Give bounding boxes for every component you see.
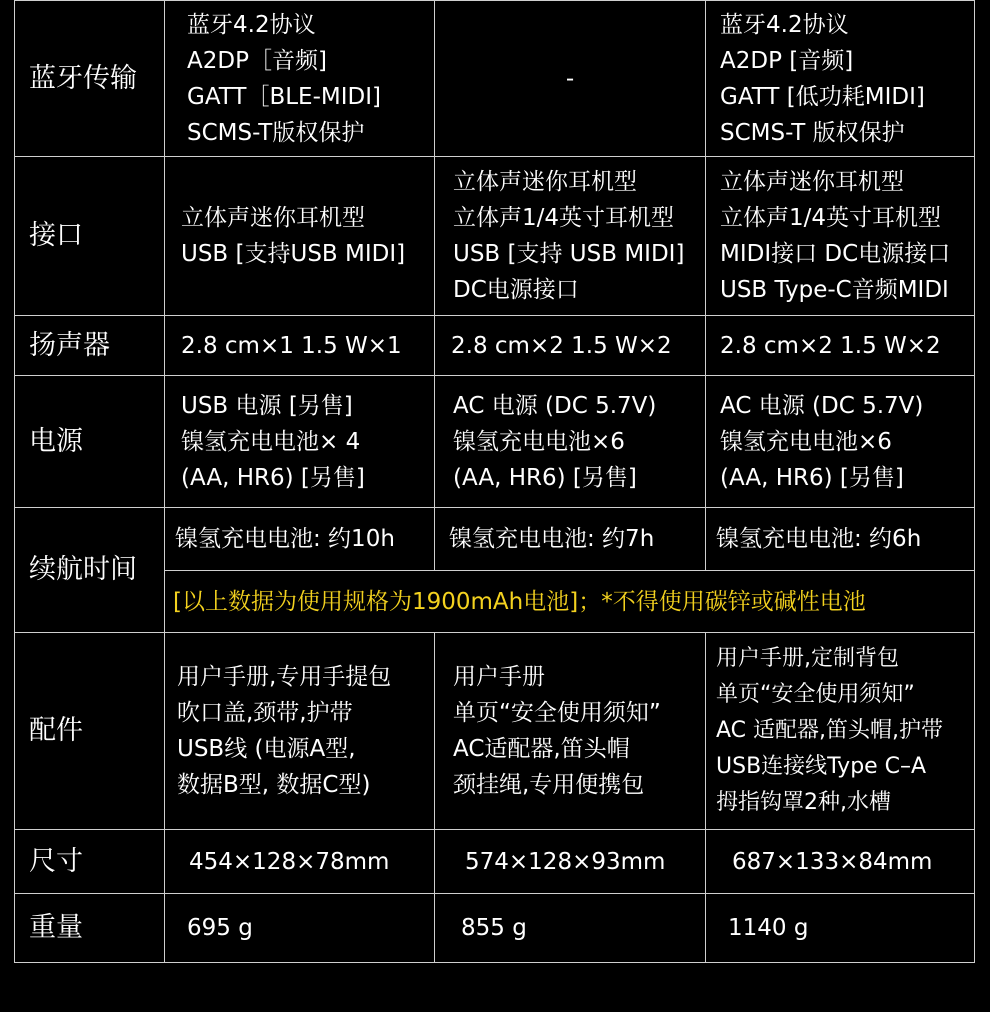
- power-model-1: [165, 376, 435, 508]
- interface-model-2-line: USB [支持 USB MIDI]: [453, 241, 685, 267]
- accessories-model-3-line: AC 适配器,笛头帽,护带: [716, 718, 944, 743]
- accessories-model-3-line: 单页“安全使用须知”: [716, 682, 915, 707]
- power-model-2-line: AC 电源 (DC 5.7V): [453, 392, 657, 419]
- speaker-model-3: 2.8 cm×2 1.5 W×2: [706, 316, 975, 376]
- accessories-model-3-line: USB连接线Type C–A: [716, 754, 927, 779]
- bluetooth-model-1-line: A2DP［音频]: [187, 47, 327, 74]
- bluetooth-model-3-line: SCMS-T 版权保护: [720, 119, 905, 146]
- accessories-model-3-line: 拇指钩罩2种,水槽: [716, 790, 891, 815]
- accessories-model-1-line: 用户手册,专用手提包: [177, 664, 392, 690]
- interface-model-3-line: MIDI接口 DC电源接口: [720, 241, 951, 267]
- power-model-1-line: 镍氢充电电池× 4: [181, 428, 361, 455]
- accessories-model-1: [165, 633, 435, 830]
- row-label-battery-life: 续航时间: [15, 508, 165, 633]
- power-model-3-line: AC 电源 (DC 5.7V): [720, 392, 924, 419]
- bluetooth-model-2-dash: -: [565, 65, 575, 92]
- interface-model-3: [706, 157, 975, 316]
- power-model-2-line: 镍氢充电电池×6: [453, 428, 625, 455]
- bluetooth-model-2: [435, 1, 706, 157]
- power-model-3-line: 镍氢充电电池×6: [720, 428, 892, 455]
- row-label-speaker: 扬声器: [15, 316, 165, 376]
- interface-model-1-line: 立体声迷你耳机型: [181, 205, 365, 231]
- size-model-1: 454×128×78mm: [165, 830, 435, 894]
- interface-model-2-line: DC电源接口: [453, 277, 579, 303]
- size-model-2: 574×128×93mm: [435, 830, 706, 894]
- interface-model-3-line: 立体声1/4英寸耳机型: [720, 205, 942, 231]
- power-model-2: [435, 376, 706, 508]
- accessories-model-3-line: 用户手册,定制背包: [716, 646, 899, 671]
- row-label-interface: 接口: [15, 157, 165, 316]
- interface-model-2-line: 立体声迷你耳机型: [453, 169, 637, 195]
- interface-model-2-line: 立体声1/4英寸耳机型: [453, 205, 675, 231]
- row-label-accessories: 配件: [15, 633, 165, 830]
- power-model-3-line: (AA, HR6) [另售]: [720, 464, 904, 491]
- speaker-model-1: 2.8 cm×1 1.5 W×1: [165, 316, 435, 376]
- accessories-model-2: [435, 633, 706, 830]
- interface-model-1-line: USB [支持USB MIDI]: [181, 241, 406, 267]
- accessories-model-1-line: 吹口盖,颈带,护带: [177, 700, 353, 726]
- accessories-model-2-line: 颈挂绳,专用便携包: [453, 772, 645, 798]
- interface-model-1: [165, 157, 435, 316]
- accessories-model-2-line: AC适配器,笛头帽: [453, 736, 630, 762]
- power-model-3: [706, 376, 975, 508]
- spec-table: [14, 0, 975, 963]
- bluetooth-model-3-line: A2DP [音频]: [720, 47, 854, 74]
- bluetooth-model-1-line: SCMS-T版权保护: [187, 119, 365, 146]
- battery-life-model-1: 镍氢充电电池: 约10h: [165, 508, 435, 571]
- row-label-weight: 重量: [15, 894, 165, 962]
- accessories-model-1-line: 数据B型, 数据C型): [177, 772, 371, 798]
- bluetooth-model-1: [165, 1, 435, 157]
- power-model-1-line: USB 电源 [另售]: [181, 392, 353, 419]
- accessories-model-2-line: 用户手册: [453, 664, 545, 690]
- row-label-power: 电源: [15, 376, 165, 508]
- interface-model-3-line: USB Type-C音频MIDI: [720, 277, 949, 303]
- power-model-1-line: (AA, HR6) [另售]: [181, 464, 365, 491]
- battery-life-model-3: 镍氢充电电池: 约6h: [706, 508, 975, 571]
- battery-note: [以上数据为使用规格为1900mAh电池]；*不得使用碳锌或碱性电池: [165, 571, 975, 633]
- interface-model-3-line: 立体声迷你耳机型: [720, 169, 904, 195]
- interface-model-2: [435, 157, 706, 316]
- bluetooth-model-3-line: GATT [低功耗MIDI]: [720, 83, 925, 110]
- battery-life-model-2: 镍氢充电电池: 约7h: [435, 508, 706, 571]
- bluetooth-model-3: [706, 1, 975, 157]
- row-label-bluetooth: 蓝牙传输: [15, 1, 165, 157]
- power-model-2-line: (AA, HR6) [另售]: [453, 464, 637, 491]
- bluetooth-model-3-line: 蓝牙4.2协议: [720, 11, 849, 38]
- bluetooth-model-1-line: 蓝牙4.2协议: [187, 11, 316, 38]
- accessories-model-2-line: 单页“安全使用须知”: [453, 700, 661, 726]
- weight-model-3: 1140 g: [728, 915, 809, 941]
- bluetooth-model-1-line: GATT［BLE-MIDI]: [187, 83, 381, 110]
- weight-model-1: 695 g: [165, 894, 435, 962]
- accessories-model-1-line: USB线 (电源A型,: [177, 736, 356, 762]
- accessories-model-3: [706, 633, 975, 830]
- speaker-model-2: 2.8 cm×2 1.5 W×2: [435, 316, 706, 376]
- weight-model-2: 855 g: [435, 894, 706, 962]
- row-label-size: 尺寸: [15, 830, 165, 894]
- size-model-3: 687×133×84mm: [706, 830, 975, 894]
